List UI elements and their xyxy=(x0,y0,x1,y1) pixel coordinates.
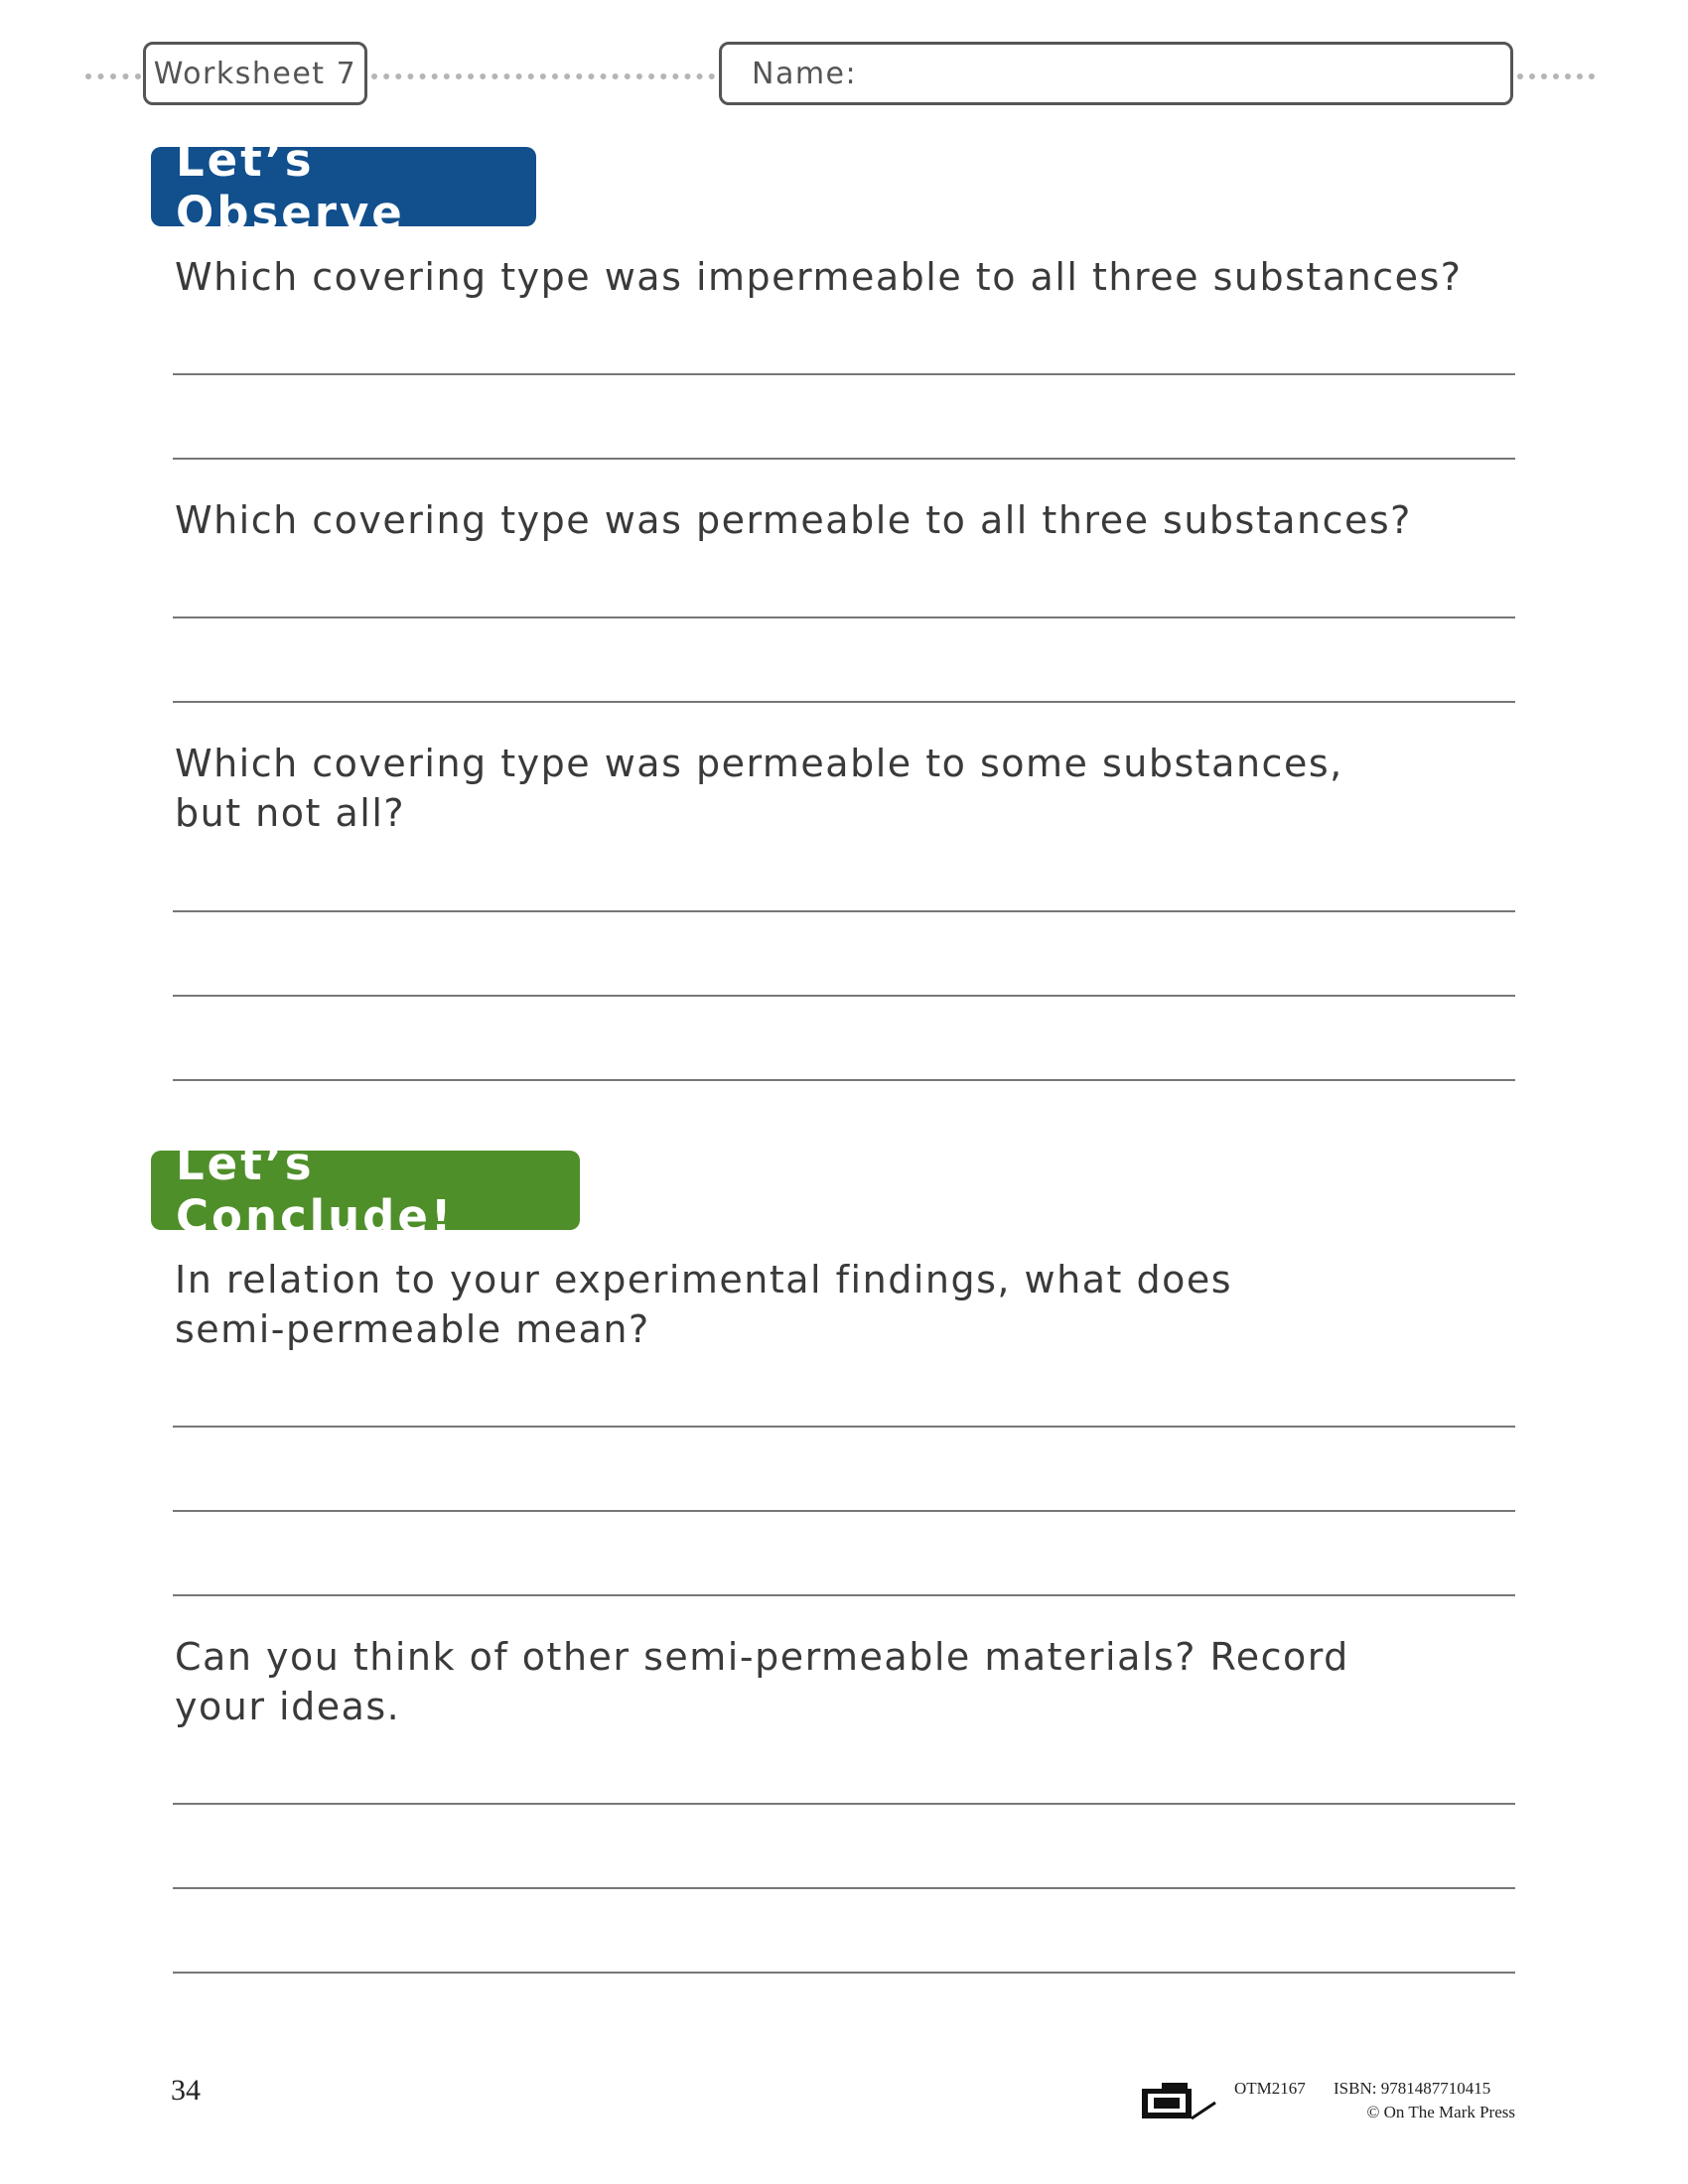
product-code: OTM2167 xyxy=(1234,2079,1306,2098)
publisher-logo-icon xyxy=(1140,2079,1219,2124)
answer-line[interactable] xyxy=(173,1803,1515,1805)
observe-question-2: Which covering type was permeable to all three substances? xyxy=(175,498,1412,542)
answer-line[interactable] xyxy=(173,995,1515,997)
header-dotted-line-right xyxy=(1517,73,1595,79)
header-dotted-line-left xyxy=(85,73,141,79)
lets-observe-heading xyxy=(151,134,536,239)
name-field-box[interactable] xyxy=(719,42,1513,105)
conclude-question-1: In relation to your experimental findings, what does semi-permeable mean? xyxy=(175,1258,1233,1351)
answer-line[interactable] xyxy=(173,1426,1515,1428)
answer-line[interactable] xyxy=(173,616,1515,618)
answer-line[interactable] xyxy=(173,458,1515,460)
answer-line[interactable] xyxy=(173,701,1515,703)
answer-line[interactable] xyxy=(173,910,1515,912)
answer-line[interactable] xyxy=(173,1510,1515,1512)
worksheet-label-box xyxy=(143,42,367,105)
answer-line[interactable] xyxy=(173,1594,1515,1596)
worksheet-label: Worksheet 7 xyxy=(153,56,357,91)
page-number: 34 xyxy=(171,2074,201,2107)
name-input[interactable] xyxy=(867,53,1510,94)
answer-line[interactable] xyxy=(173,1972,1515,1974)
copyright: © On The Mark Press xyxy=(1366,2103,1515,2121)
header-dotted-line-middle xyxy=(371,73,715,79)
answer-line[interactable] xyxy=(173,1887,1515,1889)
lets-observe-heading-text: Let’s Observe xyxy=(176,134,405,239)
observe-question-3: Which covering type was permeable to some substances, but not all? xyxy=(175,742,1343,835)
isbn: ISBN: 9781487710415 xyxy=(1334,2079,1491,2098)
lets-conclude-heading-text: Let’s Conclude! xyxy=(176,1138,455,1243)
observe-question-1: Which covering type was impermeable to all three substances? xyxy=(175,255,1463,299)
lets-conclude-heading xyxy=(151,1138,580,1243)
conclude-question-2: Can you think of other semi-permeable materials? Record your ideas. xyxy=(175,1635,1349,1728)
answer-line[interactable] xyxy=(173,373,1515,375)
answer-line[interactable] xyxy=(173,1079,1515,1081)
name-label: Name: xyxy=(752,56,858,91)
